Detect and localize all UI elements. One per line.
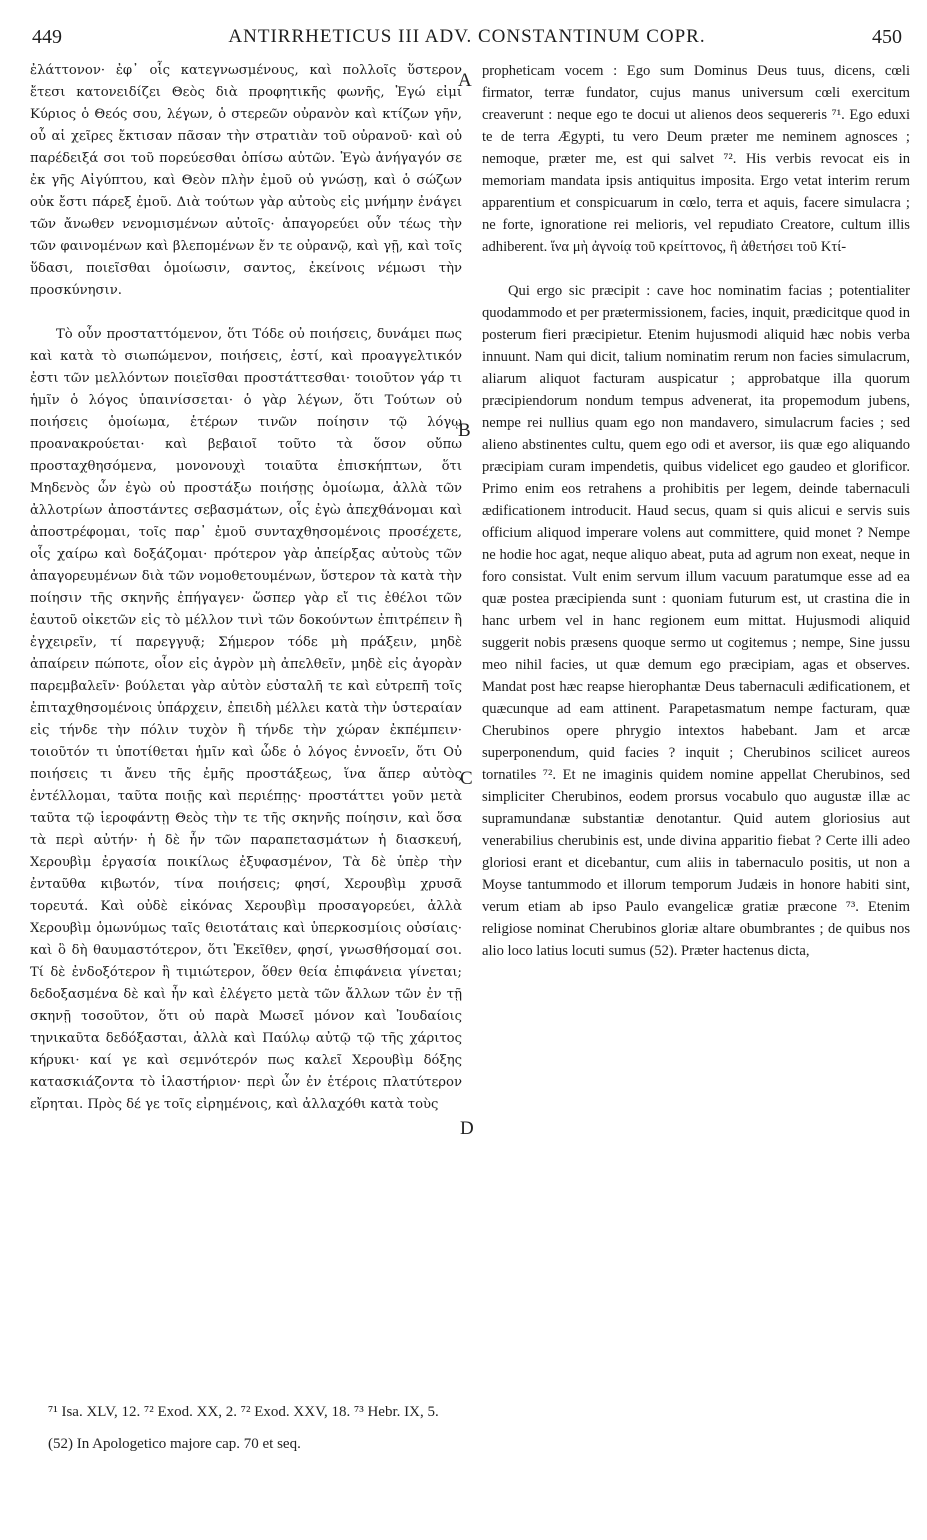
running-title: ANTIRRHETICUS III ADV. CONSTANTINUM COPR. [228, 26, 706, 47]
margin-marker-b: B [458, 420, 471, 441]
page-number-left: 449 [32, 26, 62, 48]
footnote-references: ⁷¹ Isa. XLV, 12. ⁷² Exod. XX, 2. ⁷² Exod. XXV, 18. ⁷³ Hebr. IX, 5. [48, 1404, 439, 1420]
greek-text-column [30, 60, 462, 1116]
latin-paragraph-1: propheticam vocem : Ego sum Dominus Deus tuus, dicens, cœli firmator, terræ fundator, cujus manus universum cœli exercitum creaverunt : neque ego te docui ut alienos deos sequereris ⁷¹. Ego eduxi te de terra Ægypti, tu vero Deum præter me neminem agnosces ; nemoque, præter me, est qui salvet ⁷². His verbis revocat eis in memoriam mandata ipsis antiquitus imposita. Ergo vetat interim rerum apparentium et conspicuarum in cœlo, terra et aquis, facere simulacra ; ne forte, ignoratione rei melioris, vel repudiato Creatore, cultum illis adhiberent. ἵνα μὴ ἀγνοίᾳ τοῦ κρείττονος, ἢ ἀθετήσει τοῦ Κτί- [482, 63, 910, 255]
greek-paragraph-2: Τὸ οὖν προσταττόμενον, ὅτι Τόδε οὐ ποιήσεις, δυνάμει πως καὶ κατὰ τὸ σιωπώμενον, ποιήσεις, ἐστί, καὶ προαγγελτικόν ἐστι τῶν μελλόντων ποιεῖσθαι προστάττεσθαι· τοιοῦτον γάρ τι ἡμῖν ὁ λόγος ὑπαινίσσεται· ὁ γὰρ λέγων, ὅτι Τούτων οὐ ποιήσεις ὁμοίωμα, ἑτέρων τινῶν ποίησιν τῷ λόγῳ προανακρούεται· καὶ βεβαιοῖ τοῦτο τὰ ὅσον οὔπω προσταχθησόμενα, μονονουχὶ τοιαῦτα ἐπισκήπτων, ὅτι Μηδενὸς ὧν ἐγὼ οὐ προστάξω ποιήσῃς ὁμοίωμα, ἀλλὰ τῶν ἀλλοτρίων ἀποστάντες σεβασμάτων, οἷς ἐγὼ ἀπεχθάνομαι καὶ ἀποστρέφομαι, τοῖς παρ᾽ ἐμοῦ συνταχθησομένοις προσέχετε, οἷς χαίρω καὶ δοξάζομαι· πρότερον γὰρ ἀπείρξας αὐτοὺς τῶν ἀπαγορευμένων διὰ τῶν νομοθετουμένων, ὕστερον τὰ κατὰ τὴν ποίησιν τῆς σκηνῆς ἐπήγαγεν· ὥσπερ γὰρ εἴ τις ἐθέλοι τῶν ἑαυτοῦ οἰκετῶν εἰς τὸ μέλλον τινὶ τῶν δοκούντων ἐπιτρέπειν ἢ ἐγχειρεῖν, τί παρεγγυᾷ; Σήμερον τόδε μὴ πράξειν, μηδὲ ἀπαίρειν πώποτε, οἷον εἰς ἀγρὸν μὴ ἀπελθεῖν, μηδὲ εἰς ἀγορὰν παρεμβαλεῖν· βούλεται γὰρ αὐτὸν εὐσταλῆ τε καὶ εὐτρεπῆ τοῖς ἐπιταχθησομένοις ὑπάρχειν, ἐπειδὴ μέλλει κατὰ τὴν ὑστεραίαν εἰς τήνδε τὴν πόλιν τυχὸν ἢ τήνδε τὴν χώραν ἐκπέμπειν· τοιοῦτόν τι ὑποτίθεται ἡμῖν καὶ ὧδε ὁ λόγος ἐννοεῖν, ὅτι Οὐ ποιήσεις τι ἄνευ τῆς ἐμῆς προστάξεως, ἵνα ἅπερ αὐτὸς ἐντέλλομαι, ταῦτα ποιῇς καὶ περιέπῃς· προστάττει γοῦν μετὰ ταῦτα τῷ ἱεροφάντῃ Θεὸς τὴν τε τῆς σκηνῆς ποίησιν, καὶ ὅσα τὰ περὶ αὐτήν· ἡ δὲ ἦν τῶν παραπετασμάτων ἡ διασκευή, Χερουβὶμ ἐργασία ποικίλως ἐξυφασμένον, Τὰ δὲ ὑπὲρ τὴν ἐνταῦθα κιβωτόν, τίνα ποιήσεις; φησί, Χερουβὶμ χρυσᾶ τορευτά. Καὶ οὐδὲ εἰκόνας Χερουβὶμ προσαγορεύει, ἀλλὰ Χερουβὶμ ὁμωνύμως ταῖς θειοτάταις καὶ ὑπερκοσμίοις οὐσίαις· καὶ ὃ δὴ θαυμαστότερον, ὅτι Ἐκεῖθεν, φησί, γνωσθήσομαί σοι. Τί δὲ ἐνδοξότερον ἢ τιμιώτερον, ὅθεν θεία ἐπιφάνεια γίνεται; δεδοξασμένα δὲ καὶ ἦν καὶ ἐλέγετο μετὰ τῶν ἄλλων τῶν ἐν τῇ σκηνῇ τοσοῦτον, ὅτι οὐ παρὰ Μωσεῖ μόνον καὶ Ἰουδαίοις τηνικαῦτα δεδόξασται, ἀλλὰ καὶ Παύλῳ αὐτῷ τῷ τῆς χάριτος κήρυκι· καί γε καὶ σεμνότερόν πως καλεῖ Χερουβὶμ δόξης κατασκιάζοντα τὸ ἱλαστήριον· περὶ ὧν ἐν ἑτέροις πλατύτερον εἴρηται. Πρὸς δέ γε τοῖς εἰρημένοις, καὶ ἀλλαχόθι κατὰ τοὺς [30, 327, 462, 1112]
latin-paragraph-2: Qui ergo sic præcipit : cave hoc nominatim facias ; potentialiter quodammodo et per prætermissionem, facies, inquit, prædicitque quod in posterum fieri præcipietur. Etenim hujusmodi aliquid hæc nobis verba innuunt. Nam qui dicit, talium nominatim rerum non facies simulacrum, aliarum aliquot facturam auspicatur ; approbatque illa quorum præcipiendorum nondum tempus advenerat, ita propemodum jubens, nempe rei nullius quam ego non mandavero, simulacrum facies ; sed alieno abstinentes cultu, quem ego odi et aversor, iis quæ ego aliquando præcipiam curam impendetis, quibus videlicet ego gaudeo et glorificor. Primo enim eos retrahens a prohibitis per legem, deinde tabernaculi ædificationem introducit. Haud secus, quam si quis alicui e servis suis officium aliquod imperare volens aut committere, quid monet ? Nempe ne hodie hoc agat, neque aliquo abeat, puta ad agrum non exeat, neque in foro consistat. Vult enim servum illum vacuum paratumque esse ad ea quæ postea præcipienda sunt : quoniam futurum est, ut crastina die in hanc urbem vel in hanc regionem eum mittat. Hujusmodi aliquid suggerit nobis præsens quoque sermo ut cogitemus ; nempe, Sine jussu meo nihil facies, ut quæ demum ego præcipiam, agas et observes. Mandat post hæc reapse hierophantæ Deus tabernaculi ædificationem, et quæcunque ad eam attinent. Parapetasmatum nempe facturam, quæ Cherubinos opere phrygio intextos habebant. Jam et arcæ superponendum, quid facies ? inquit ; Cherubinos scilicet aureos tornatiles ⁷². Et ne imaginis quidem nomine appellat Cherubinos, sed simpliciter Cherubinos, eodem prorsus vocabulo quo augustæ illæ ac supramundanæ substantiæ denotantur. Quid autem gloriosius aut venerabilius cherubinis est, unde divina apparitio fiebat ? Certe illi adeo gloriosi erant et dicebantur, cum aliis in tabernaculo positis, ut non a Moyse tantummodo et illorum temporum Judæis in honore habiti sint, verum etiam ab ipso Paulo evangelicæ gratiæ præcone ⁷³. Etenim religiose nominat Cherubinos gloriæ altare obumbrantes ; de quibus nos alio loco latius locuti sumus (52). Præter hactenus dicta, [482, 283, 910, 959]
running-header [32, 26, 902, 54]
greek-paragraph-1: ἐλάττονον· ἐφ᾽ οἷς κατεγνωσμένους, καὶ πολλοῖς ὕστερον ἔτεσι κατονειδίζει Θεὸς διὰ προφητικῆς φωνῆς, Ἐγώ εἰμι Κύριος ὁ Θεός σου, λέγων, ὁ στερεῶν οὐρανὸν καὶ κτίζων γῆν, οὗ αἱ χεῖρες ἔκτισαν πᾶσαν τὴν στρατιὰν τοῦ οὐρανοῦ· καὶ οὐ παρέδειξά σοι τοῦ πορεύεσθαι ὀπίσω αὐτῶν. Ἐγὼ ἀνήγαγόν σε ἐκ γῆς Αἰγύπτου, καὶ Θεὸν πλὴν ἐμοῦ οὐ γνώσῃ, καὶ ὁ σώζων οὐκ ἔστι πάρεξ ἐμοῦ. Διὰ τούτων γὰρ αὐτοὺς εἰς μνήμην ἐνάγει τῶν ἄνωθεν νενομισμένων αὐτοῖς· ἀπαγορεύει οὖν τέως τὴν τῶν φαινομένων καὶ βλεπομένων ἔν τε οὐρανῷ, καὶ γῇ, καὶ τοῖς ὕδασι, ποιεῖσθαι ὁμοίωσιν, σαντος, ἐκείνοις νέμωσι τὴν προσκύνησιν. [30, 63, 462, 298]
latin-text-column [482, 60, 910, 962]
page-number-right: 450 [872, 26, 902, 48]
margin-marker-d: D [460, 1118, 474, 1139]
editor-footnote: (52) In Apologetico majore cap. 70 et seq. [48, 1436, 301, 1452]
margin-marker-c: C [460, 768, 473, 789]
margin-marker-a: A [458, 70, 472, 91]
